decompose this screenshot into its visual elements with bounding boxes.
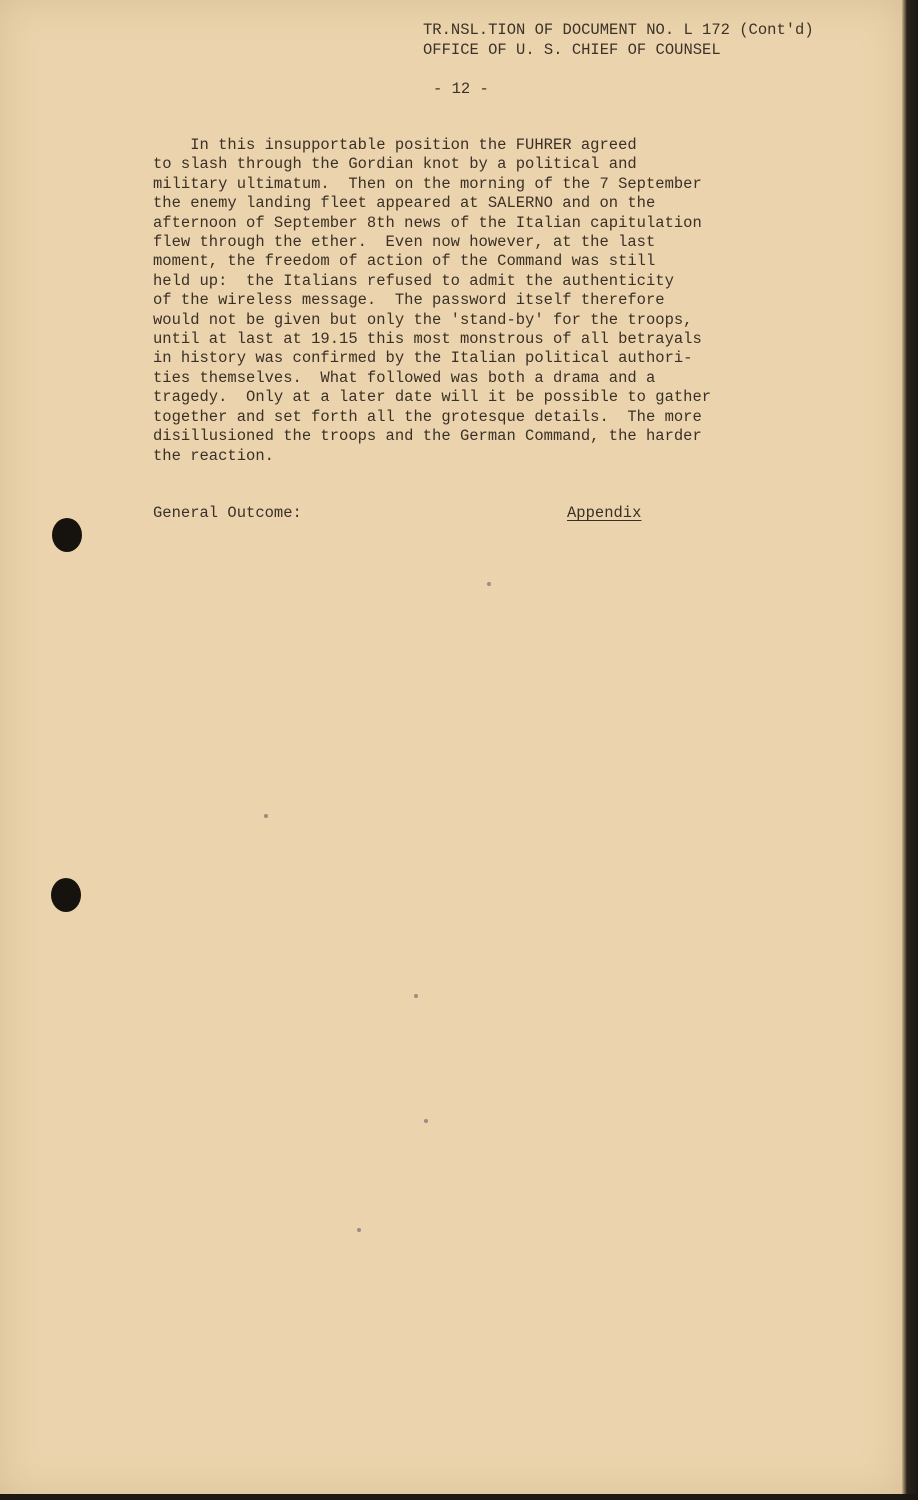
body-line: tragedy. Only at a later date will it be possible to gather: [153, 388, 712, 407]
body-line: of the wireless message. The password itself therefore: [153, 291, 665, 310]
header-line-translation: TR.NSL.TION OF DOCUMENT NO. L 172 (Cont'd): [423, 21, 814, 39]
punch-hole-upper: [52, 518, 82, 552]
body-line: ties themselves. What followed was both a drama and a: [153, 368, 656, 387]
body-line: the enemy landing fleet appeared at SALERNO and on the: [153, 194, 656, 213]
page-edge-right: [902, 0, 918, 1500]
body-line: to slash through the Gordian knot by a political and: [153, 155, 637, 174]
body-paragraph: [153, 136, 753, 466]
header-line-office: OFFICE OF U. S. CHIEF OF COUNSEL: [423, 41, 721, 59]
body-line: afternoon of September 8th news of the Italian capitulation: [153, 213, 702, 232]
body-line: flew through the ether. Even now however, at the last: [153, 233, 656, 252]
general-outcome-label: General Outcome:: [153, 504, 302, 522]
paper-speck: [424, 1119, 428, 1123]
body-line: in history was confirmed by the Italian political authori-: [153, 349, 693, 368]
appendix-label: Appendix: [567, 504, 642, 522]
body-line: together and set forth all the grotesque details. The more: [153, 407, 702, 426]
paper-speck: [264, 814, 268, 818]
paper-speck: [487, 582, 491, 586]
body-line: moment, the freedom of action of the Command was still: [153, 252, 656, 271]
body-line: the reaction.: [153, 446, 274, 465]
body-line: military ultimatum. Then on the morning of the 7 September: [153, 174, 702, 193]
body-line: until at last at 19.15 this most monstrous of all betrayals: [153, 330, 702, 349]
body-line: would not be given but only the 'stand-by' for the troops,: [153, 310, 693, 329]
page-number: - 12 -: [433, 80, 489, 98]
body-line: disillusioned the troops and the German Command, the harder: [153, 427, 702, 446]
punch-hole-lower: [51, 878, 81, 912]
page-edge-bottom: [0, 1494, 918, 1500]
paper-speck: [357, 1228, 361, 1232]
body-line: held up: the Italians refused to admit the authenticity: [153, 271, 674, 290]
body-line: In this insupportable position the FUHRER agreed: [153, 136, 637, 154]
document-header: [423, 20, 814, 60]
paper-speck: [414, 994, 418, 998]
